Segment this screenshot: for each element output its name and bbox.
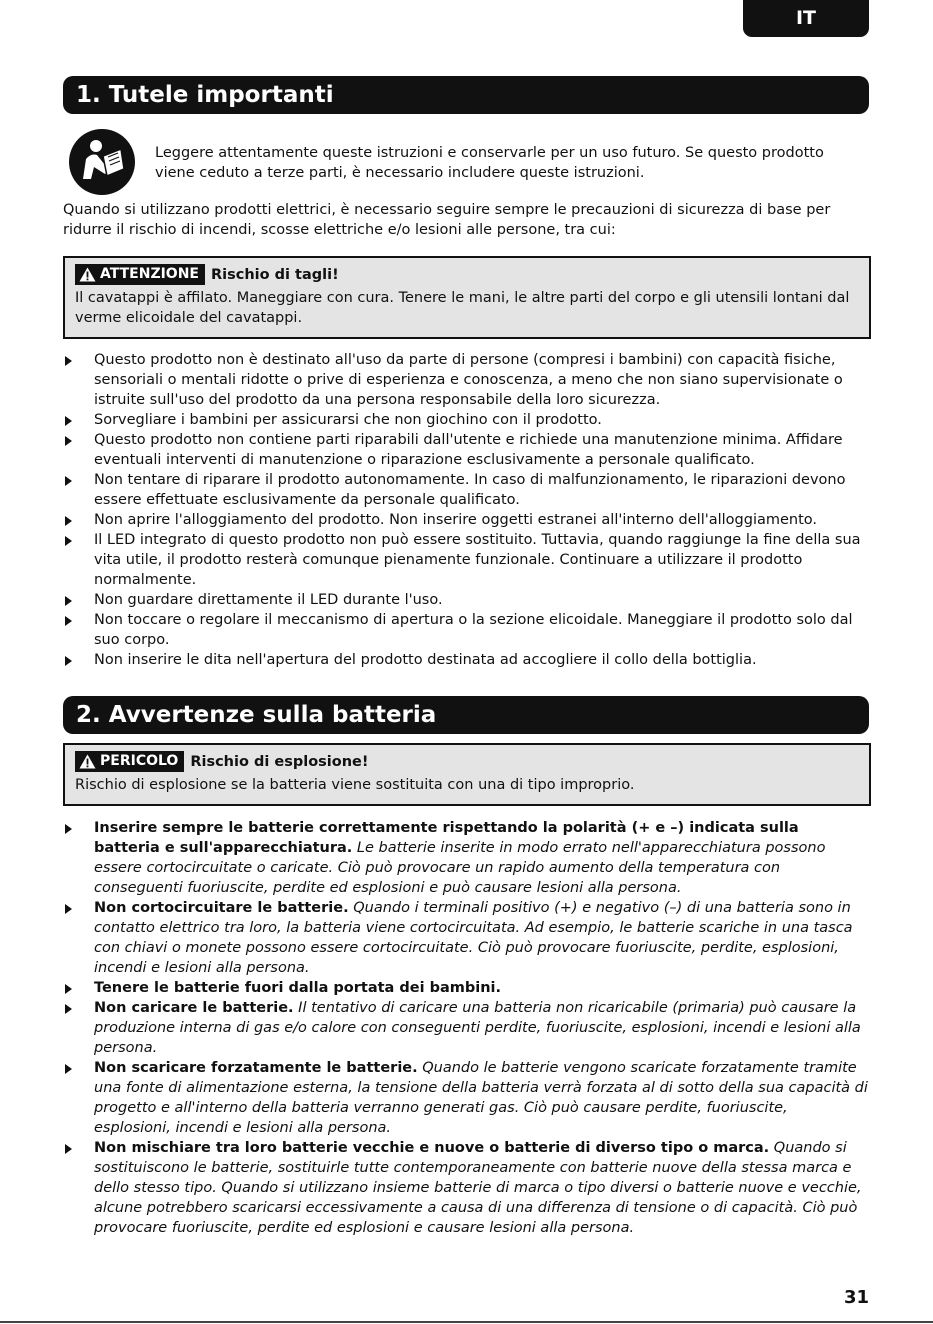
danger-box [63, 743, 871, 806]
list-item: Non tentare di riparare il prodotto autonomamente. In caso di malfunzionamento, le riparazioni devono essere effettuate esclusivamente da personale qualificato. [63, 470, 869, 510]
bullet-arrow-icon [65, 476, 72, 486]
language-tab: IT [743, 0, 869, 37]
bullet-arrow-icon [65, 1144, 72, 1154]
caution-title: Rischio di tagli! [211, 266, 339, 283]
danger-title: Rischio di esplosione! [190, 753, 369, 770]
list-item: Questo prodotto non è destinato all'uso da parte di persone (compresi i bambini) con capacità fisiche, sensoriali o mentali ridotte o prive di esperienza e conoscenza, a meno che non siano supervisionate o istruite sull'uso del prodotto da una persona responsabile della loro sicurezza. [63, 350, 869, 410]
warning-triangle-icon [79, 754, 96, 769]
bullet-arrow-icon [65, 416, 72, 426]
section-1-title: 1. Tutele importanti [63, 76, 869, 114]
bullet-arrow-icon [65, 984, 72, 994]
bullet-arrow-icon [65, 1004, 72, 1014]
section-2-title: 2. Avvertenze sulla batteria [63, 696, 869, 734]
read-manual-icon [69, 129, 135, 195]
caution-text: Il cavatappi è affilato. Maneggiare con cura. Tenere le mani, le altre parti del corpo e gli utensili lontani dal verme elicoidale del cavatappi. [75, 290, 850, 326]
safeguards-list [63, 350, 869, 670]
intro-text: Leggere attentamente queste istruzioni e conservarle per un uso futuro. Se questo prodotto viene ceduto a terze parti, è necessario includere queste istruzioni. [155, 145, 824, 181]
bullet-arrow-icon [65, 1064, 72, 1074]
warning-triangle-icon [79, 267, 96, 282]
danger-text: Rischio di esplosione se la batteria viene sostituita con una di tipo improprio. [75, 777, 635, 793]
bullet-arrow-icon [65, 904, 72, 914]
list-item: Il LED integrato di questo prodotto non può essere sostituito. Tuttavia, quando raggiunge la fine della sua vita utile, il prodotto resterà comunque pienamente funzionale. Continuare a utilizzare il prodotto normalmente. [63, 530, 869, 590]
danger-badge-label: PERICOLO [100, 753, 179, 769]
caution-badge-label: ATTENZIONE [100, 266, 199, 282]
list-item: Non scaricare forzatamente le batterie. Quando le batterie vengono scaricate forzatamente tramite una fonte di alimentazione esterna, la tensione della batteria verrà forzata al di sotto della sua capacità di progetto e all'interno della batteria verranno generati gas. Ciò può causare perdite, fuoriuscite, esplosioni, incendi e lesioni alla persona. [63, 1058, 869, 1138]
bullet-arrow-icon [65, 656, 72, 666]
battery-warnings-list [63, 818, 869, 1238]
bullet-arrow-icon [65, 616, 72, 626]
list-item: Tenere le batterie fuori dalla portata dei bambini. [63, 978, 869, 998]
list-item: Non guardare direttamente il LED durante l'uso. [63, 590, 869, 610]
list-item: Questo prodotto non contiene parti riparabili dall'utente e richiede una manutenzione minima. Affidare eventuali interventi di manutenzione o riparazione esclusivamente a personale qualificato. [63, 430, 869, 470]
bullet-arrow-icon [65, 356, 72, 366]
caution-box [63, 256, 871, 339]
list-item: Non caricare le batterie. Il tentativo di caricare una batteria non ricaricabile (primaria) può causare la produzione interna di gas e/o calore con conseguenti perdite, fuoriuscite, esplosioni, incendi e lesioni alla persona. [63, 998, 869, 1058]
caution-badge [75, 264, 205, 285]
list-item: Non aprire l'alloggiamento del prodotto. Non inserire oggetti estranei all'interno dell'alloggiamento. [63, 510, 869, 530]
bullet-arrow-icon [65, 824, 72, 834]
list-item: Non mischiare tra loro batterie vecchie e nuove o batterie di diverso tipo o marca. Quando si sostituiscono le batterie, sostituirle tutte contemporaneamente con batterie nuove della stessa marca e dello stesso tipo. Quando si utilizzano insieme batterie di marca o tipo diversi o batterie nuove e vecchie, alcune potrebbero scaricarsi eccessivamente a causa di una differenza di tensione o di capacità. Ciò può provocare fuoriuscite, perdite ed esplosioni e causare lesioni alla persona. [63, 1138, 869, 1238]
list-item: Non toccare o regolare il meccanismo di apertura o la sezione elicoidale. Maneggiare il prodotto solo dal suo corpo. [63, 610, 869, 650]
page-number: 31 [843, 1287, 869, 1308]
bullet-arrow-icon [65, 516, 72, 526]
list-item: Sorvegliare i bambini per assicurarsi che non giochino con il prodotto. [63, 410, 869, 430]
page-divider [0, 1321, 933, 1323]
bullet-arrow-icon [65, 536, 72, 546]
safety-paragraph: Quando si utilizzano prodotti elettrici, è necessario seguire sempre le precauzioni di sicurezza di base per ridurre il rischio di incendi, scosse elettriche e/o lesioni alle persone, tra cui: [63, 202, 831, 238]
list-item: Non cortocircuitare le batterie. Quando i terminali positivo (+) e negativo (–) di una batteria sono in contatto elettrico tra loro, la batteria viene cortocircuitata. Ad esempio, le batterie scariche in una tasca con chiavi o monete possono essere cortocircuitate. Ciò può provocare fuoriuscite, perdite, esplosioni, incendi e lesioni alla persona. [63, 898, 869, 978]
bullet-arrow-icon [65, 596, 72, 606]
list-item: Non inserire le dita nell'apertura del prodotto destinata ad accogliere il collo della bottiglia. [63, 650, 869, 670]
list-item: Inserire sempre le batterie correttamente rispettando la polarità (+ e –) indicata sulla batteria e sull'apparecchiatura. Le batterie inserite in modo errato nell'apparecchiatura possono essere cortocircuitate o caricate. Ciò può provocare un rapido aumento della temperatura con conseguenti fuoriuscite, perdite ed esplosioni e può causare lesioni alla persona. [63, 818, 869, 898]
danger-badge [75, 751, 184, 772]
bullet-arrow-icon [65, 436, 72, 446]
